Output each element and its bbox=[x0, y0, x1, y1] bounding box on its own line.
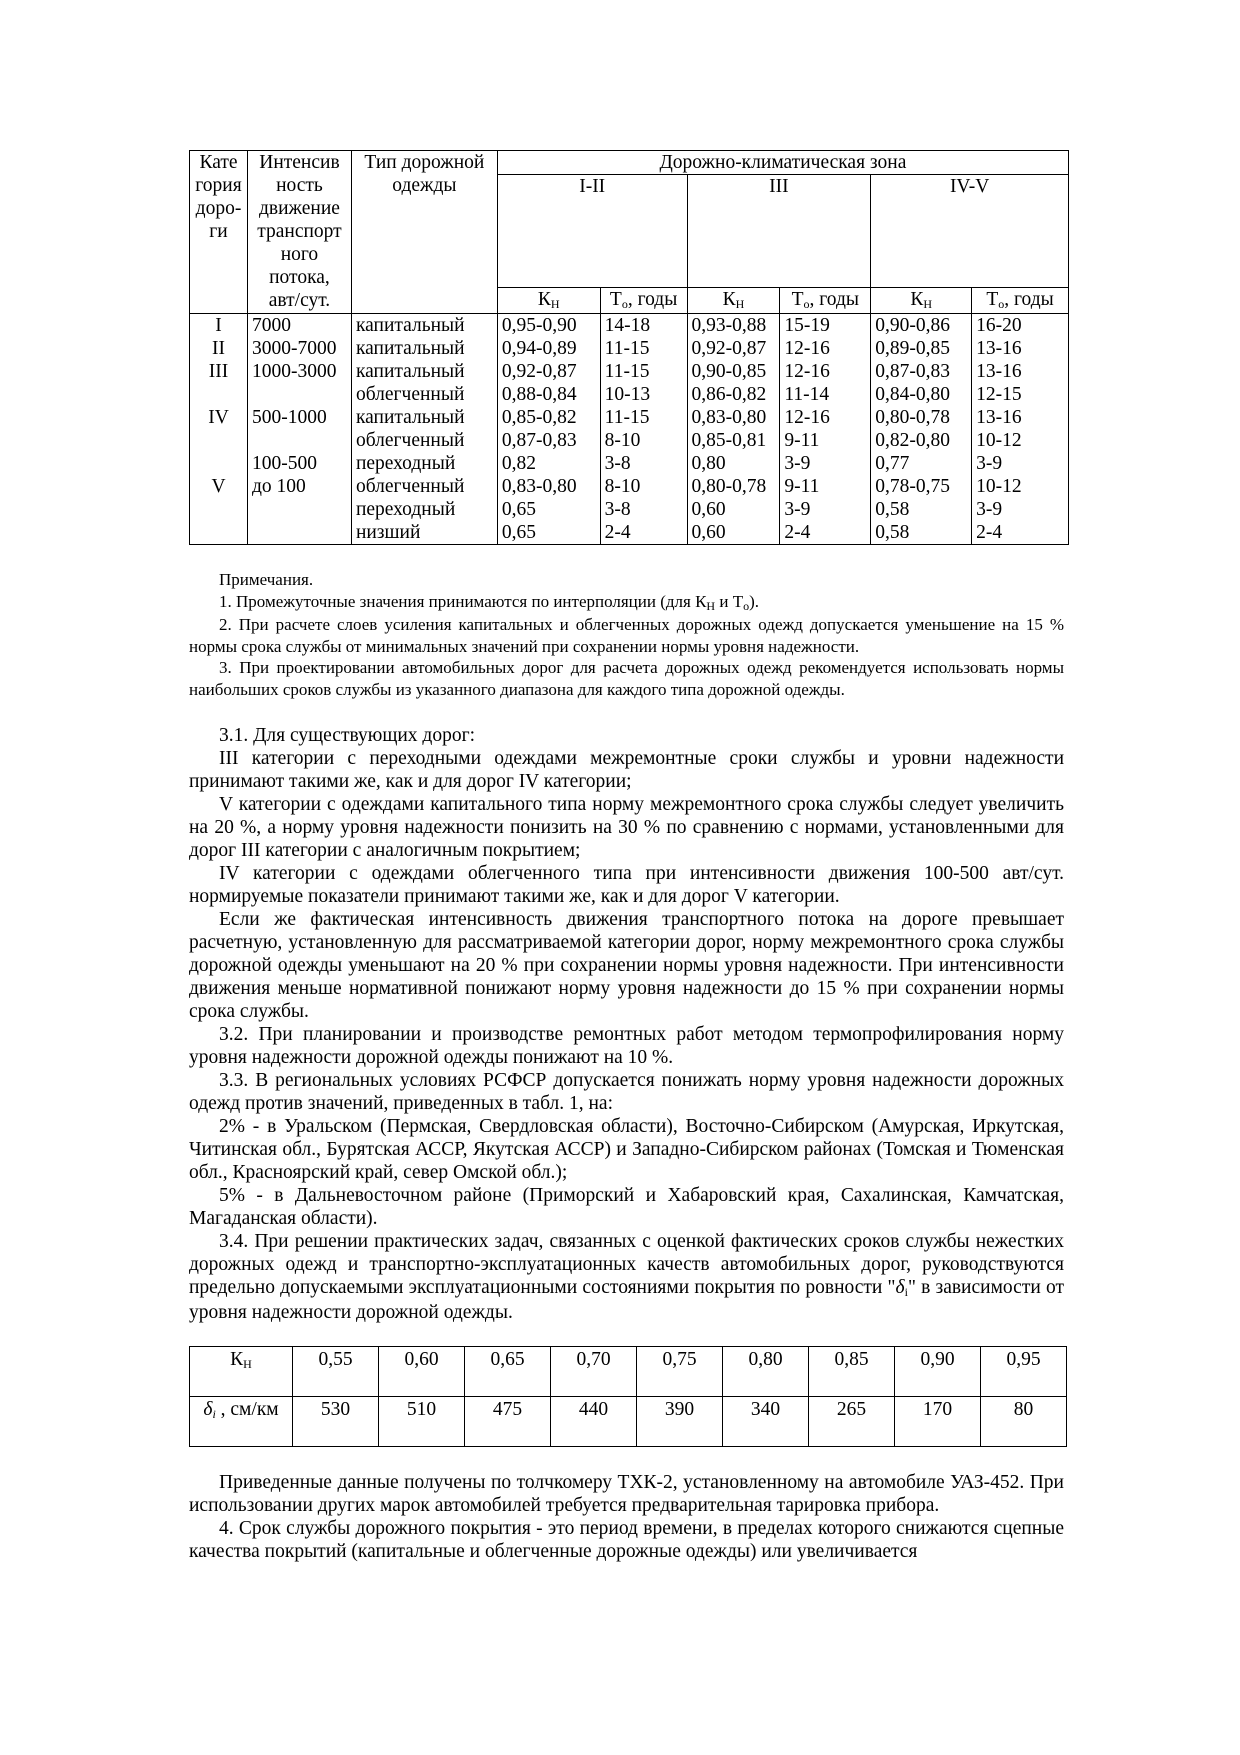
cell-to: 12-16 bbox=[780, 406, 871, 429]
table-row bbox=[190, 429, 1069, 452]
roughness-kn-value: 0,60 bbox=[379, 1347, 465, 1397]
cell-intensity: 7000 bbox=[247, 314, 351, 338]
roughness-kn-value: 0,55 bbox=[293, 1347, 379, 1397]
roughness-delta-value: 170 bbox=[895, 1397, 981, 1447]
cell-kn: 0,84-0,80 bbox=[871, 383, 972, 406]
table-row bbox=[190, 406, 1069, 429]
header-to-3: $Т_о$, годы bbox=[972, 288, 1069, 314]
paragraph-cat-v: V категории с одеждами капитального типа норму межремонтного срока службы следует увеличить на 20 %, а норму уровня надежности понизить на 30 % по сравнению с нормами, установленными для дорог III категории с аналогичным покрытием; bbox=[189, 794, 1064, 861]
cell-pavement-type: капитальный bbox=[351, 406, 497, 429]
table-row bbox=[190, 521, 1069, 545]
cell-to: 3-9 bbox=[780, 452, 871, 475]
cell-kn: 0,90-0,86 bbox=[871, 314, 972, 338]
cell-to: 8-10 bbox=[600, 429, 687, 452]
cell-to: 11-14 bbox=[780, 383, 871, 406]
cell-pavement-type: переходный bbox=[351, 452, 497, 475]
roughness-kn-value: 0,95 bbox=[981, 1347, 1067, 1397]
cell-kn: 0,89-0,85 bbox=[871, 337, 972, 360]
cell-intensity: 1000-3000 bbox=[247, 360, 351, 383]
notes-block bbox=[189, 569, 1064, 700]
roughness-delta-value: 340 bbox=[723, 1397, 809, 1447]
reliability-norms-table bbox=[189, 150, 1069, 545]
roughness-delta-value: 390 bbox=[637, 1397, 723, 1447]
cell-to: 3-8 bbox=[600, 498, 687, 521]
cell-kn: 0,80 bbox=[687, 452, 780, 475]
cell-intensity bbox=[247, 498, 351, 521]
paragraph-cat-iii: III категории с переходными одеждами межремонтные сроки службы и уровни надежности принимают такими же, как и для дорог IV категории; bbox=[189, 748, 1064, 792]
roughness-delta-row bbox=[190, 1397, 1067, 1447]
roughness-delta-value: 440 bbox=[551, 1397, 637, 1447]
cell-to: 9-11 bbox=[780, 429, 871, 452]
cell-kn: 0,65 bbox=[497, 521, 600, 545]
cell-kn: 0,88-0,84 bbox=[497, 383, 600, 406]
cell-kn: 0,87-0,83 bbox=[497, 429, 600, 452]
cell-to: 2-4 bbox=[780, 521, 871, 545]
roughness-delta-value: 530 bbox=[293, 1397, 379, 1447]
cell-to: 2-4 bbox=[600, 521, 687, 545]
cell-category: II bbox=[211, 338, 225, 359]
document-page bbox=[189, 150, 1064, 1563]
cell-pavement-type: облегченный bbox=[351, 383, 497, 406]
table-row bbox=[190, 337, 1069, 360]
cell-pavement-type: капитальный bbox=[351, 337, 497, 360]
cell-category: V bbox=[211, 476, 226, 497]
cell-kn: 0,77 bbox=[871, 452, 972, 475]
header-intensity: Интенсив ность движение транспорт ного потока, авт/сут. bbox=[247, 151, 351, 314]
table-row bbox=[190, 360, 1069, 383]
cell-kn: 0,85-0,82 bbox=[497, 406, 600, 429]
paragraph-2-percent: 2% - в Уральском (Пермская, Свердловская области), Восточно-Сибирском (Амурская, Иркутская, Читинская обл., Бурятская АССР, Якутская АССР) и Западно-Сибирском районах (Томская и Тюменская обл., Красноярский край, север Омской обл.); bbox=[189, 1116, 1064, 1183]
cell-pavement-type: низший bbox=[351, 521, 497, 545]
table1-header-row bbox=[190, 151, 1069, 175]
cell-pavement-type: капитальный bbox=[351, 314, 497, 338]
paragraph-3-3: 3.3. В региональных условиях РСФСР допускается понижать норму уровня надежности дорожных одежд против значений, приведенных в табл. 1, на: bbox=[189, 1070, 1064, 1114]
header-zone-group: Дорожно-климатическая зона bbox=[497, 151, 1068, 175]
cell-kn: 0,92-0,87 bbox=[687, 337, 780, 360]
cell-category: IV bbox=[208, 407, 229, 428]
cell-to: 16-20 bbox=[972, 314, 1069, 338]
cell-pavement-type: капитальный bbox=[351, 360, 497, 383]
cell-to: 10-13 bbox=[600, 383, 687, 406]
cell-to: 2-4 bbox=[972, 521, 1069, 545]
roughness-delta-value: 80 bbox=[981, 1397, 1067, 1447]
cell-kn: 0,95-0,90 bbox=[497, 314, 600, 338]
header-kn-3: $К_Н$ bbox=[871, 288, 972, 314]
cell-kn: 0,65 bbox=[497, 498, 600, 521]
cell-to: 13-16 bbox=[972, 406, 1069, 429]
table1-body bbox=[190, 314, 1069, 545]
cell-kn: 0,94-0,89 bbox=[497, 337, 600, 360]
cell-to: 10-12 bbox=[972, 475, 1069, 498]
paragraph-5-percent: 5% - в Дальневосточном районе (Приморский и Хабаровский края, Сахалинская, Камчатская, Магаданская области). bbox=[189, 1185, 1064, 1229]
roughness-delta-label: $\delta_i$ , см/км bbox=[190, 1397, 293, 1447]
cell-kn: 0,86-0,82 bbox=[687, 383, 780, 406]
cell-category bbox=[190, 383, 248, 406]
cell-to: 12-15 bbox=[972, 383, 1069, 406]
cell-kn: 0,78-0,75 bbox=[871, 475, 972, 498]
roughness-delta-value: 510 bbox=[379, 1397, 465, 1447]
note-1: 1. Промежуточные значения принимаются по интерполяции (для $К_Н$ и $Т_о$). bbox=[219, 591, 759, 613]
cell-to: 12-16 bbox=[780, 360, 871, 383]
cell-intensity: до 100 bbox=[247, 475, 351, 498]
roughness-kn-value: 0,85 bbox=[809, 1347, 895, 1397]
cell-to: 11-15 bbox=[600, 406, 687, 429]
table-row bbox=[190, 314, 1069, 338]
cell-intensity: 500-1000 bbox=[247, 406, 351, 429]
header-kn-2: $К_Н$ bbox=[687, 288, 780, 314]
cell-intensity: 100-500 bbox=[247, 452, 351, 475]
roughness-kn-value: 0,75 bbox=[637, 1347, 723, 1397]
cell-category: III bbox=[208, 361, 229, 382]
note-3: 3. При проектировании автомобильных дорог для расчета дорожных одежд рекомендуется использовать нормы наибольших сроков службы из указанного диапазона для каждого типа дорожной одежды. bbox=[189, 658, 1064, 699]
cell-intensity bbox=[247, 521, 351, 545]
table-row bbox=[190, 452, 1069, 475]
roughness-kn-value: 0,65 bbox=[465, 1347, 551, 1397]
cell-kn: 0,60 bbox=[687, 521, 780, 545]
cell-kn: 0,85-0,81 bbox=[687, 429, 780, 452]
roughness-kn-row bbox=[190, 1347, 1067, 1397]
table-row bbox=[190, 498, 1069, 521]
header-category: Кате гория доро- ги bbox=[195, 152, 242, 242]
cell-kn: 0,58 bbox=[871, 521, 972, 545]
roughness-kn-label: $К_Н$ bbox=[190, 1347, 293, 1397]
cell-to: 3-9 bbox=[780, 498, 871, 521]
cell-to: 11-15 bbox=[600, 337, 687, 360]
header-to-2: $Т_о$, годы bbox=[780, 288, 871, 314]
paragraph-3-1: 3.1. Для существующих дорог: bbox=[219, 725, 476, 746]
cell-kn: 0,92-0,87 bbox=[497, 360, 600, 383]
paragraph-cat-iv: IV категории с одеждами облегченного типа при интенсивности движения 100-500 авт/сут. нормируемые показатели принимают такими же, как и для дорог V категории. bbox=[189, 863, 1064, 907]
roughness-kn-value: 0,70 bbox=[551, 1347, 637, 1397]
header-zone-2: III bbox=[687, 175, 871, 288]
cell-to: 3-8 bbox=[600, 452, 687, 475]
header-to-1: $Т_о$, годы bbox=[600, 288, 687, 314]
cell-to: 10-12 bbox=[972, 429, 1069, 452]
cell-kn: 0,60 bbox=[687, 498, 780, 521]
header-pavement-type: Тип дорожной одежды bbox=[351, 151, 497, 314]
roughness-kn-value: 0,90 bbox=[895, 1347, 981, 1397]
notes-title: Примечания. bbox=[219, 570, 314, 589]
cell-kn: 0,93-0,88 bbox=[687, 314, 780, 338]
cell-pavement-type: переходный bbox=[351, 498, 497, 521]
cell-kn: 0,83-0,80 bbox=[687, 406, 780, 429]
body-text bbox=[189, 724, 1064, 1324]
paragraph-3-2: 3.2. При планировании и производстве ремонтных работ методом термопрофилирования норму уровня надежности дорожной одежды понижают на 10 %. bbox=[189, 1024, 1064, 1068]
cell-to: 14-18 bbox=[600, 314, 687, 338]
cell-to: 15-19 bbox=[780, 314, 871, 338]
cell-to: 3-9 bbox=[972, 452, 1069, 475]
cell-intensity bbox=[247, 383, 351, 406]
roughness-table bbox=[189, 1346, 1067, 1447]
cell-to: 8-10 bbox=[600, 475, 687, 498]
cell-kn: 0,83-0,80 bbox=[497, 475, 600, 498]
header-zone-3: IV-V bbox=[871, 175, 1069, 288]
table-row bbox=[190, 475, 1069, 498]
cell-intensity: 3000-7000 bbox=[247, 337, 351, 360]
note-2: 2. При расчете слоев усиления капитальных и облегченных дорожных одежд допускается уменьшение на 15 % нормы срока службы от минимальных значений при сохранении нормы уровня надежности. bbox=[189, 615, 1064, 656]
cell-kn: 0,80-0,78 bbox=[871, 406, 972, 429]
cell-category: I bbox=[190, 314, 248, 338]
closing-text bbox=[189, 1471, 1064, 1563]
cell-category bbox=[190, 452, 248, 475]
cell-kn: 0,90-0,85 bbox=[687, 360, 780, 383]
cell-kn: 0,80-0,78 bbox=[687, 475, 780, 498]
cell-category bbox=[190, 521, 248, 545]
roughness-kn-value: 0,80 bbox=[723, 1347, 809, 1397]
roughness-delta-value: 475 bbox=[465, 1397, 551, 1447]
cell-kn: 0,82-0,80 bbox=[871, 429, 972, 452]
paragraph-3-4: 3.4. При решении практических задач, связанных с оценкой фактических сроков службы нежестких дорожных одежд и транспортно-эксплуатационных качеств автомобильных дорог, руководствуются предельно допускаемыми эксплуатационными состояниями покрытия по ровности "$\delta_i$" в зависимости от уровня надежности дорожной одежды. bbox=[189, 1231, 1064, 1323]
cell-pavement-type: облегченный bbox=[351, 429, 497, 452]
header-kn-1: $К_Н$ bbox=[497, 288, 600, 314]
paragraph-intensity: Если же фактическая интенсивность движения транспортного потока на дороге превышает расчетную, установленную для рассматриваемой категории дорог, норму межремонтного срока службы дорожной одежды уменьшают на 20 % при сохранении нормы уровня надежности. При интенсивности движения меньше нормативной понижают норму уровня надежности до 15 % при сохранении нормы срока службы. bbox=[189, 909, 1064, 1022]
cell-category bbox=[190, 498, 248, 521]
cell-kn: 0,87-0,83 bbox=[871, 360, 972, 383]
header-zone-1: I-II bbox=[497, 175, 687, 288]
cell-category bbox=[190, 429, 248, 452]
cell-to: 13-16 bbox=[972, 337, 1069, 360]
cell-kn: 0,82 bbox=[497, 452, 600, 475]
cell-to: 13-16 bbox=[972, 360, 1069, 383]
cell-kn: 0,58 bbox=[871, 498, 972, 521]
cell-to: 9-11 bbox=[780, 475, 871, 498]
cell-pavement-type: облегченный bbox=[351, 475, 497, 498]
cell-intensity bbox=[247, 429, 351, 452]
cell-to: 3-9 bbox=[972, 498, 1069, 521]
cell-to: 11-15 bbox=[600, 360, 687, 383]
roughness-delta-value: 265 bbox=[809, 1397, 895, 1447]
table-row bbox=[190, 383, 1069, 406]
cell-to: 12-16 bbox=[780, 337, 871, 360]
paragraph-4: 4. Срок службы дорожного покрытия - это период времени, в пределах которого снижаются сцепные качества покрытий (капитальные и облегченные дорожные одежды) или увеличивается bbox=[189, 1518, 1064, 1562]
paragraph-txk: Приведенные данные получены по толчкомеру ТХК-2, установленному на автомобиле УАЗ-452. При использовании других марок автомобилей требуется предварительная тарировка прибора. bbox=[189, 1472, 1064, 1516]
